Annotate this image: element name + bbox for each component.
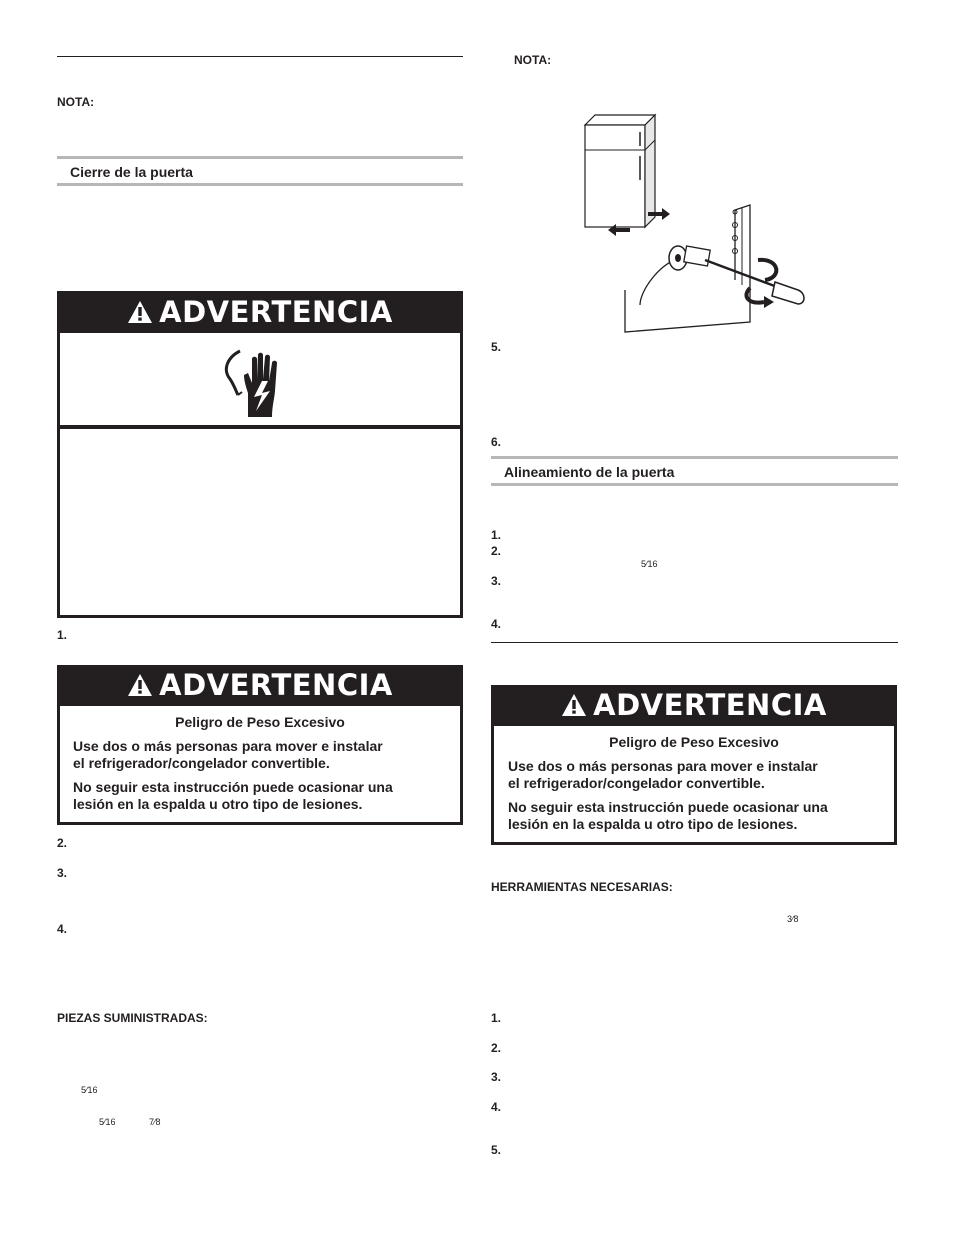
step-number-2-left: 2. [57,836,68,850]
warning-box-1-icon-area [57,330,463,428]
warning-header-2 [57,665,463,705]
warning-line-2b: el refrigerador/congelador convertible. [73,755,330,771]
electric-shock-hand-icon [218,345,288,419]
section-title-alineamiento: Alineamiento de la puerta [504,464,675,480]
step-number-5-right: 5. [491,340,502,354]
piezas-label: PIEZAS SUMINISTRADAS: [57,1011,208,1025]
warning-title-3: Peligro de Peso Excesivo [609,734,779,750]
tool-step-3: 3. [491,1070,502,1084]
warning-box-2 [57,703,463,825]
warning-title-2: Peligro de Peso Excesivo [175,714,345,730]
section-header-alineamiento [491,456,898,486]
tool-step-4: 4. [491,1100,502,1114]
warning-line-2a: Use dos o más personas para mover e instalar [73,738,383,754]
fraction-7-8: 7⁄8 [149,1117,161,1127]
nota-label-right: NOTA: [514,53,552,67]
warning-line-3c: No seguir esta instrucción puede ocasionar una [508,799,828,815]
nota-label-left: NOTA: [57,95,95,109]
warning-line-2c: No seguir esta instrucción puede ocasionar una [73,779,393,795]
herramientas-label: HERRAMIENTAS NECESARIAS: [491,880,673,894]
warning-line-2d: lesión en la espalda u otro tipo de lesiones. [73,796,363,812]
align-step-2: 2. [491,544,502,558]
warning-line-3d: lesión en la espalda u otro tipo de lesiones. [508,816,798,832]
warning-heading-1: ADVERTENCIA [159,294,393,329]
warning-triangle-icon [127,673,153,697]
fraction-5-16-a: 5⁄16 [81,1085,98,1095]
align-step-1: 1. [491,528,502,542]
warning-header-3 [491,685,897,725]
fraction-5-16-d: 5⁄16 [641,559,658,569]
warning-line-3a: Use dos o más personas para mover e instalar [508,758,818,774]
fraction-5-16-b: 5⁄16 [99,1117,116,1127]
warning-header-1 [57,291,463,332]
tool-step-1: 1. [491,1011,502,1025]
warning-heading-3: ADVERTENCIA [593,688,827,722]
tool-step-2: 2. [491,1041,502,1055]
rule-right [491,642,898,643]
warning-triangle-icon [561,693,587,717]
step-number-6-right: 6. [491,435,502,449]
warning-line-3b: el refrigerador/congelador convertible. [508,775,765,791]
fraction-3-8: 3⁄8 [787,914,799,924]
tool-step-5: 5. [491,1143,502,1157]
warning-box-1-text-area [57,426,463,618]
section-title-cierre: Cierre de la puerta [70,164,193,180]
warning-triangle-icon [127,300,153,324]
warning-heading-2: ADVERTENCIA [159,668,393,702]
step-number-3-left: 3. [57,866,68,880]
step-number-4-left: 4. [57,922,68,936]
align-step-3: 3. [491,574,502,588]
align-step-4: 4. [491,617,502,631]
refrigerator-roller-adjustment-illustration [580,110,820,340]
step-number-1-left: 1. [57,628,68,642]
top-rule-left [57,56,463,57]
section-header-cierre [57,156,463,186]
warning-box-3 [491,723,897,845]
